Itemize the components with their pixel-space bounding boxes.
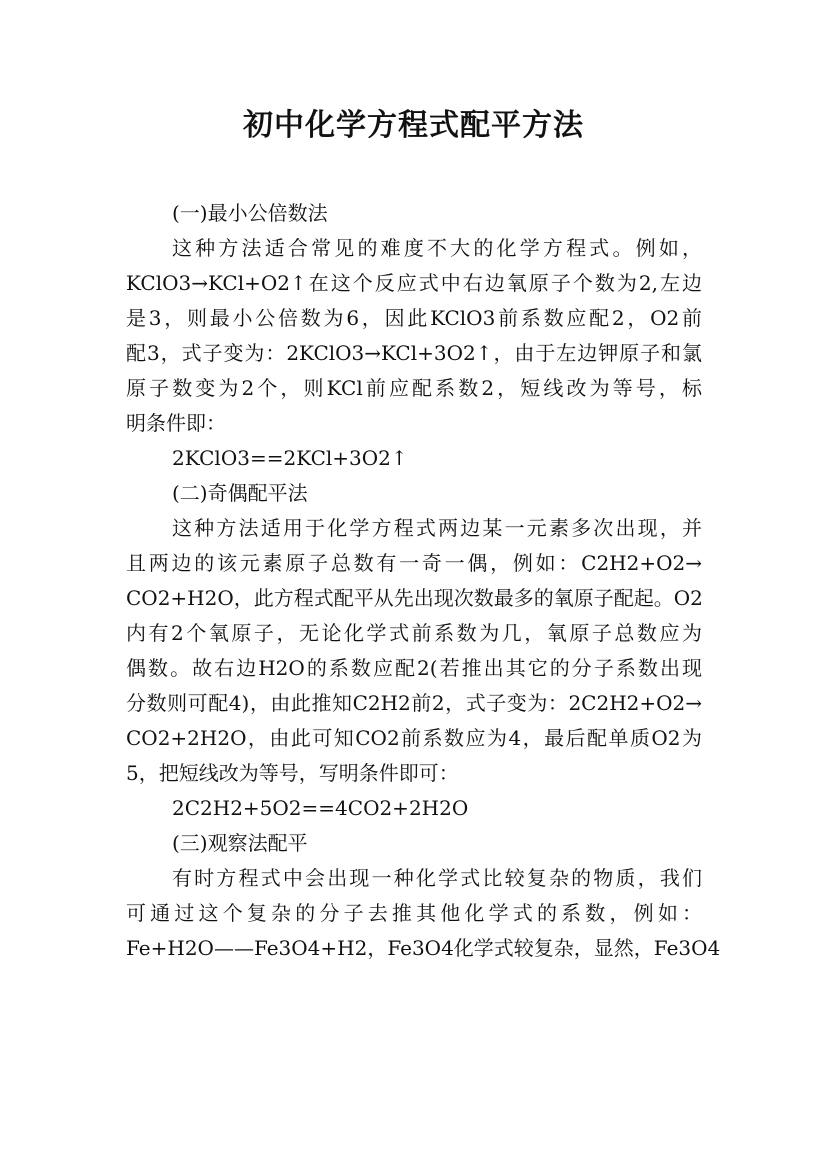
- paragraph-line: 可通过这个复杂的分子去推其他化学式的系数，例如：: [126, 901, 702, 925]
- paragraph-line: 有时方程式中会出现一种化学式比较复杂的物质，我们: [172, 866, 702, 890]
- section-heading-odd-even: (二)奇偶配平法: [172, 481, 308, 505]
- paragraph-line: 偶数。故右边H2O的系数应配2(若推出其它的分子系数出现: [126, 656, 702, 680]
- equation-line: 2KClO3==2KCl+3O2↑: [172, 446, 408, 470]
- paragraph-line: 内有2个氧原子，无论化学式前系数为几，氧原子总数应为: [126, 621, 702, 645]
- document-title: 初中化学方程式配平方法: [243, 108, 584, 143]
- paragraph-line: Fe+H2O——Fe3O4+H2，Fe3O4化学式较复杂，显然，Fe3O4: [126, 936, 721, 960]
- paragraph-line: 这种方法适用于化学方程式两边某一元素多次出现，并: [172, 516, 702, 540]
- paragraph-line: 配3，式子变为：2KClO3→KCl+3O2↑，由于左边钾原子和氯: [126, 341, 702, 365]
- section-heading-lcm: (一)最小公倍数法: [172, 201, 328, 225]
- paragraph-line: KClO3→KCl+O2↑在这个反应式中右边氧原子个数为2,左边: [126, 271, 702, 295]
- paragraph-line: CO2+H2O，此方程式配平从先出现次数最多的氧原子配起。O2: [126, 586, 703, 610]
- paragraph-line: 这种方法适合常见的难度不大的化学方程式。例如，: [172, 236, 702, 260]
- paragraph-line: 且两边的该元素原子总数有一奇一偶，例如：C2H2+O2→: [126, 551, 702, 575]
- paragraph-line: 分数则可配4)，由此推知C2H2前2，式子变为：2C2H2+O2→: [126, 691, 702, 715]
- equation-line: 2C2H2+5O2==4CO2+2H2O: [172, 796, 469, 820]
- paragraph-line: 明条件即：: [126, 411, 226, 435]
- document-body: [126, 196, 721, 966]
- paragraph-line: 原子数变为2个，则KCl前应配系数2，短线改为等号，标: [126, 376, 702, 400]
- paragraph-line: 是3，则最小公倍数为6，因此KClO3前系数应配2，O2前: [126, 306, 702, 330]
- section-heading-observation: (三)观察法配平: [172, 831, 308, 855]
- paragraph-line: 5，把短线改为等号，写明条件即可：: [126, 761, 459, 785]
- paragraph-line: CO2+2H2O，由此可知CO2前系数应为4，最后配单质O2为: [126, 726, 702, 750]
